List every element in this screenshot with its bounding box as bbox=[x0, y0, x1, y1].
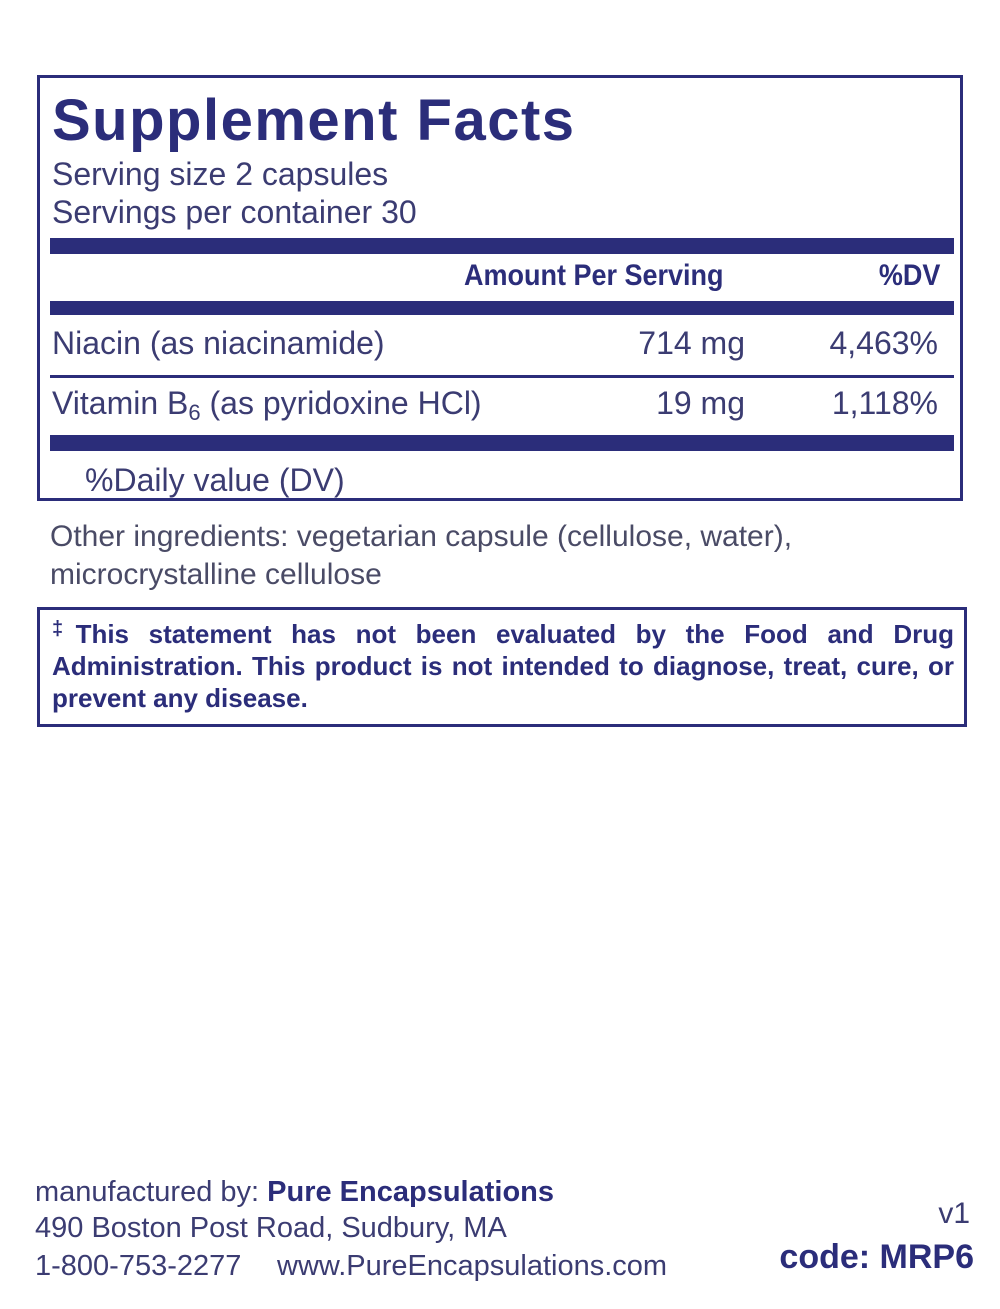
row-divider bbox=[50, 375, 954, 378]
manufacturer-phone: 1-800-753-2277 bbox=[35, 1250, 242, 1282]
manufacturer-website: www.PureEncapsulations.com bbox=[277, 1250, 668, 1282]
version-label: v1 bbox=[938, 1197, 970, 1230]
product-code: code: MRP6 bbox=[779, 1238, 974, 1276]
amount-per-serving-header: Amount Per Serving bbox=[464, 259, 724, 292]
fda-disclaimer-box bbox=[37, 607, 967, 727]
supplement-facts-panel bbox=[37, 75, 963, 501]
footnote-divider bbox=[50, 435, 954, 451]
fda-disclaimer-text: This statement has not been evaluated by the Food and Drug Administration. This product is not intended to diagnose, treat, cure, or prevent any disease. bbox=[52, 619, 954, 713]
nutrient-amount: 714 mg bbox=[638, 325, 745, 361]
dagger-symbol: ‡ bbox=[52, 618, 76, 640]
other-ingredients-line: Other ingredients: vegetarian capsule (cellulose, water), bbox=[50, 520, 793, 553]
panel-title: Supplement Facts bbox=[52, 88, 576, 153]
manufacturer-name: Pure Encapsulations bbox=[267, 1176, 554, 1208]
serving-size: Serving size 2 capsules bbox=[52, 156, 389, 192]
dv-header: %DV bbox=[878, 259, 940, 292]
dv-footnote: %Daily value (DV) bbox=[85, 462, 345, 498]
nutrient-name: Vitamin $B_6$ (as pyridoxine HCl) bbox=[52, 385, 482, 425]
other-ingredients-line: microcrystalline cellulose bbox=[50, 558, 382, 591]
nutrient-amount: 19 mg bbox=[656, 385, 745, 421]
servings-per-container: Servings per container 30 bbox=[52, 194, 417, 230]
nutrient-name: Niacin (as niacinamide) bbox=[52, 325, 385, 361]
header-divider bbox=[50, 238, 954, 254]
column-header-divider bbox=[50, 301, 954, 315]
manufacturer-line: manufactured by: Pure Encapsulations bbox=[35, 1176, 554, 1208]
fda-disclaimer bbox=[52, 618, 954, 714]
other-ingredients bbox=[50, 518, 792, 594]
nutrient-dv: 1,118% bbox=[831, 385, 938, 421]
nutrient-dv: 4,463% bbox=[829, 325, 938, 361]
manufacturer-address: 490 Boston Post Road, Sudbury, MA bbox=[35, 1212, 507, 1244]
